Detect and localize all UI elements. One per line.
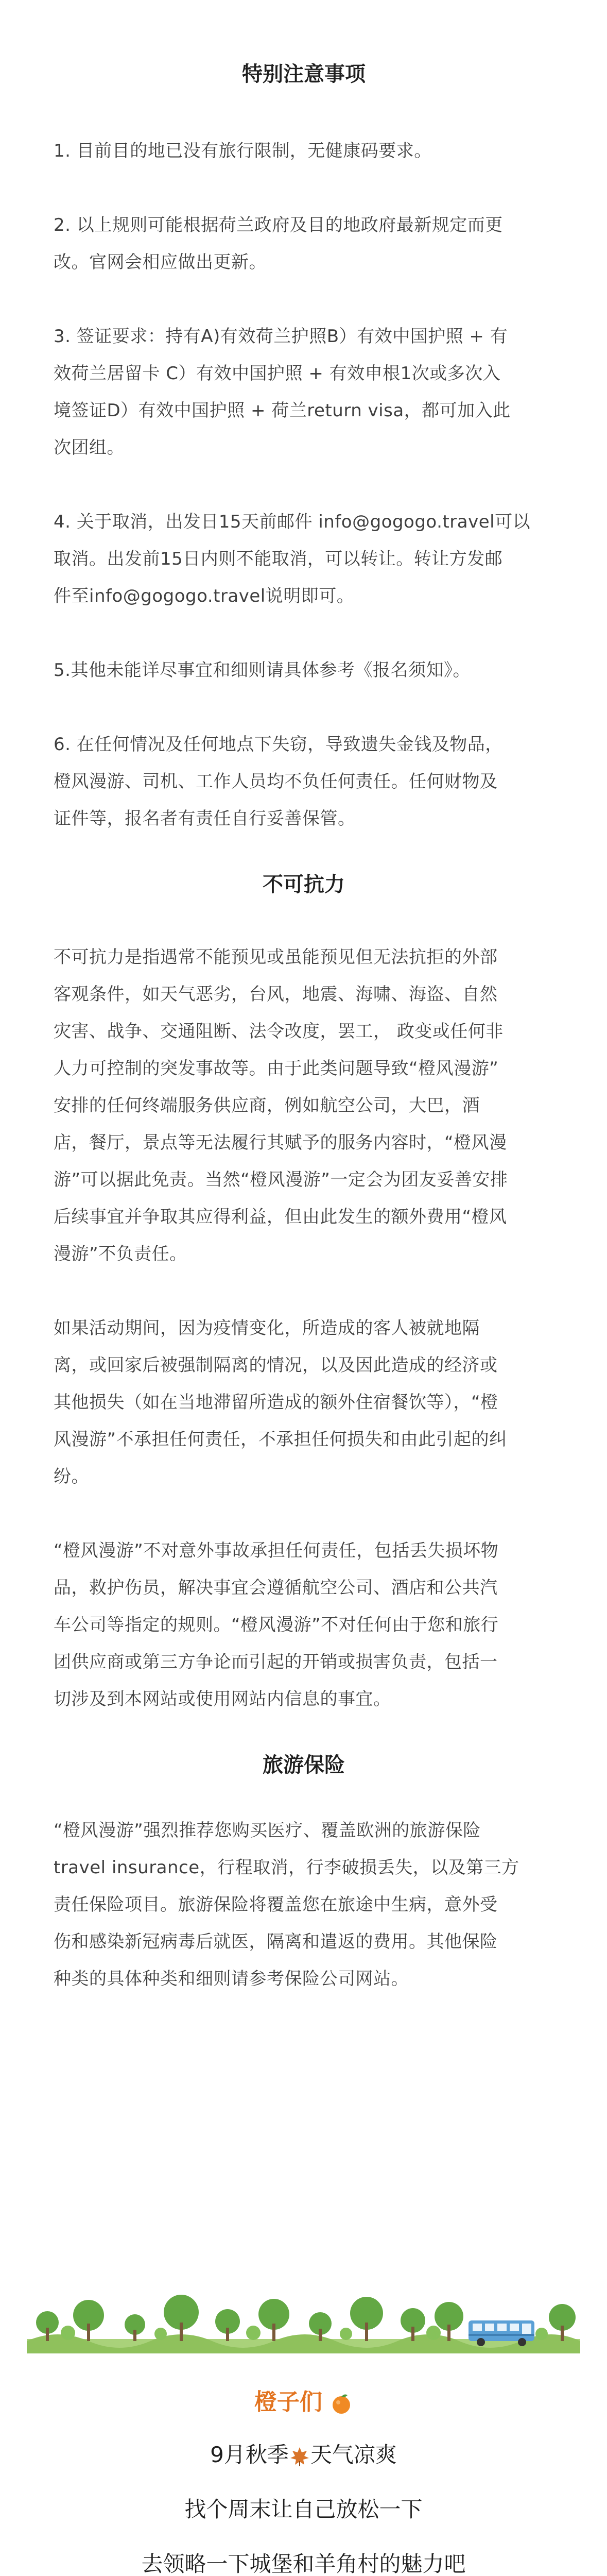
text-line: 改。官网会相应做出更新。	[54, 252, 267, 273]
text-line: 安排的任何终端服务供应商，例如航空公司，大巴，酒	[54, 1095, 480, 1116]
text-line: 店，餐厅，景点等无法履行其赋予的服务内容时，“橙风漫	[54, 1132, 507, 1153]
text-line: 漫游”不负责任。	[54, 1244, 187, 1264]
text-line: 境签证D）有效中国护照 + 荷兰return visa，都可加入此	[54, 400, 511, 421]
text-line: 切涉及到本网站或使用网站内信息的事宜。	[54, 1689, 391, 1709]
force-majeure-paragraph	[54, 1310, 554, 1495]
force-majeure-title: 不可抗力	[263, 873, 345, 896]
promo-line-3	[0, 2547, 607, 2576]
notices-title: 特别注意事项	[242, 62, 366, 86]
text-line: 品，救护伤员，解决事宜会遵循航空公司、酒店和公共汽	[54, 1578, 498, 1598]
text-line: 责任保险项目。旅游保险将覆盖您在旅途中生病，意外受	[54, 1894, 498, 1915]
text-line: 橙风漫游、司机、工作人员均不负任何责任。任何财物及	[54, 771, 498, 792]
notice-item	[54, 652, 554, 689]
text-line: 游”可以据此免责。当然“橙风漫游”一定会为团友妥善安排	[54, 1170, 508, 1190]
text-line: 3. 签证要求：持有A)有效荷兰护照B）有效中国护照 + 有	[54, 326, 508, 347]
text-line: travel insurance，行程取消，行李破损丢失，以及第三方	[54, 1857, 519, 1878]
text-line: 种类的具体种类和细则请参考保险公司网站。	[54, 1969, 409, 1989]
text-line: 伤和感染新冠病毒后就医，隔离和遣返的费用。其他保险	[54, 1931, 498, 1952]
text-line: 效荷兰居留卡 C）有效中国护照 + 有效申根1次或多次入	[54, 363, 501, 384]
text-line: 灾害、战争、交通阻断、法令改度，罢工， 政变或任何非	[54, 1021, 504, 1042]
text-line: 团供应商或第三方争论而引起的开销或损害负责，包括一	[54, 1652, 498, 1672]
text-line: 4. 关于取消，出发日15天前邮件 info@gogogo.travel可以	[54, 512, 531, 532]
promo-line-2-text: 找个周末让自己放松一下	[184, 2497, 423, 2522]
text-line: 离，或回家后被强制隔离的情况，以及因此造成的经济或	[54, 1355, 498, 1376]
text-line: 取消。出发前15日内则不能取消，可以转让。转让方发邮	[54, 549, 503, 569]
promo-line-1	[0, 2438, 607, 2469]
text-line: 车公司等指定的规则。“橙风漫游”不对任何由于您和旅行	[54, 1615, 499, 1635]
insurance-title: 旅游保险	[263, 1753, 345, 1777]
force-majeure-paragraph	[54, 1532, 554, 1718]
notice-item	[54, 207, 554, 281]
insurance-paragraph	[54, 1812, 554, 1997]
notice-item	[54, 318, 554, 466]
notices-list	[54, 132, 554, 837]
promo-line-3-text: 去领略一下城堡和羊角村的魅力吧	[141, 2551, 466, 2576]
text-line: 风漫游”不承担任何责任，不承担任何损失和由此引起的纠	[54, 1429, 507, 1450]
orange-icon	[330, 2392, 353, 2415]
text-line: 6. 在任何情况及任何地点下失窃，导致遗失金钱及物品，	[54, 734, 503, 755]
notice-item	[54, 726, 554, 837]
promo-line-1-text: 9月秋季	[210, 2442, 289, 2467]
text-line: 人力可控制的突发事故等。由于此类问题导致“橙风漫游”	[54, 1058, 499, 1079]
promo-title-row	[0, 2383, 607, 2416]
notice-item	[54, 503, 554, 615]
text-line: 件至info@gogogo.travel说明即可。	[54, 586, 355, 606]
text-line: “橙风漫游”不对意外事故承担任何责任，包括丢失损坏物	[54, 1540, 499, 1561]
landscape-banner	[27, 2292, 580, 2353]
text-line: 客观条件，如天气恶劣，台风，地震、海啸、海盗、自然	[54, 984, 498, 1005]
text-line: 不可抗力是指遇常不能预见或虽能预见但无法抗拒的外部	[54, 947, 498, 968]
promo-line-2	[0, 2493, 607, 2523]
text-line: 后续事宜并争取其应得利益，但由此发生的额外费用“橙风	[54, 1207, 507, 1227]
text-line: 2. 以上规则可能根据荷兰政府及目的地政府最新规定而更	[54, 215, 503, 235]
text-line: “橙风漫游”强烈推荐您购买医疗、覆盖欧洲的旅游保险	[54, 1820, 481, 1841]
text-line: 纷。	[54, 1466, 89, 1487]
article	[54, 0, 554, 1997]
text-line: 如果活动期间，因为疫情变化，所造成的客人被就地隔	[54, 1318, 480, 1338]
insurance-body	[54, 1812, 554, 1997]
text-line: 5.其他未能详尽事宜和细则请具体参考《报名须知》。	[54, 660, 471, 681]
text-line: 1. 目前目的地已没有旅行限制，无健康码要求。	[54, 141, 432, 161]
maple-leaf-icon	[289, 2446, 310, 2467]
text-line: 其他损失（如在当地滞留所造成的额外住宿餐饮等），“橙	[54, 1392, 498, 1413]
text-line: 次团组。	[54, 437, 125, 458]
promo-title: 橙子们	[254, 2389, 322, 2415]
notice-item	[54, 132, 554, 170]
force-majeure-body	[54, 939, 554, 1718]
promo-line-1-suffix: 天气凉爽	[310, 2442, 397, 2467]
text-line: 证件等，报名者有责任自行妥善保管。	[54, 808, 356, 829]
force-majeure-paragraph	[54, 939, 554, 1273]
